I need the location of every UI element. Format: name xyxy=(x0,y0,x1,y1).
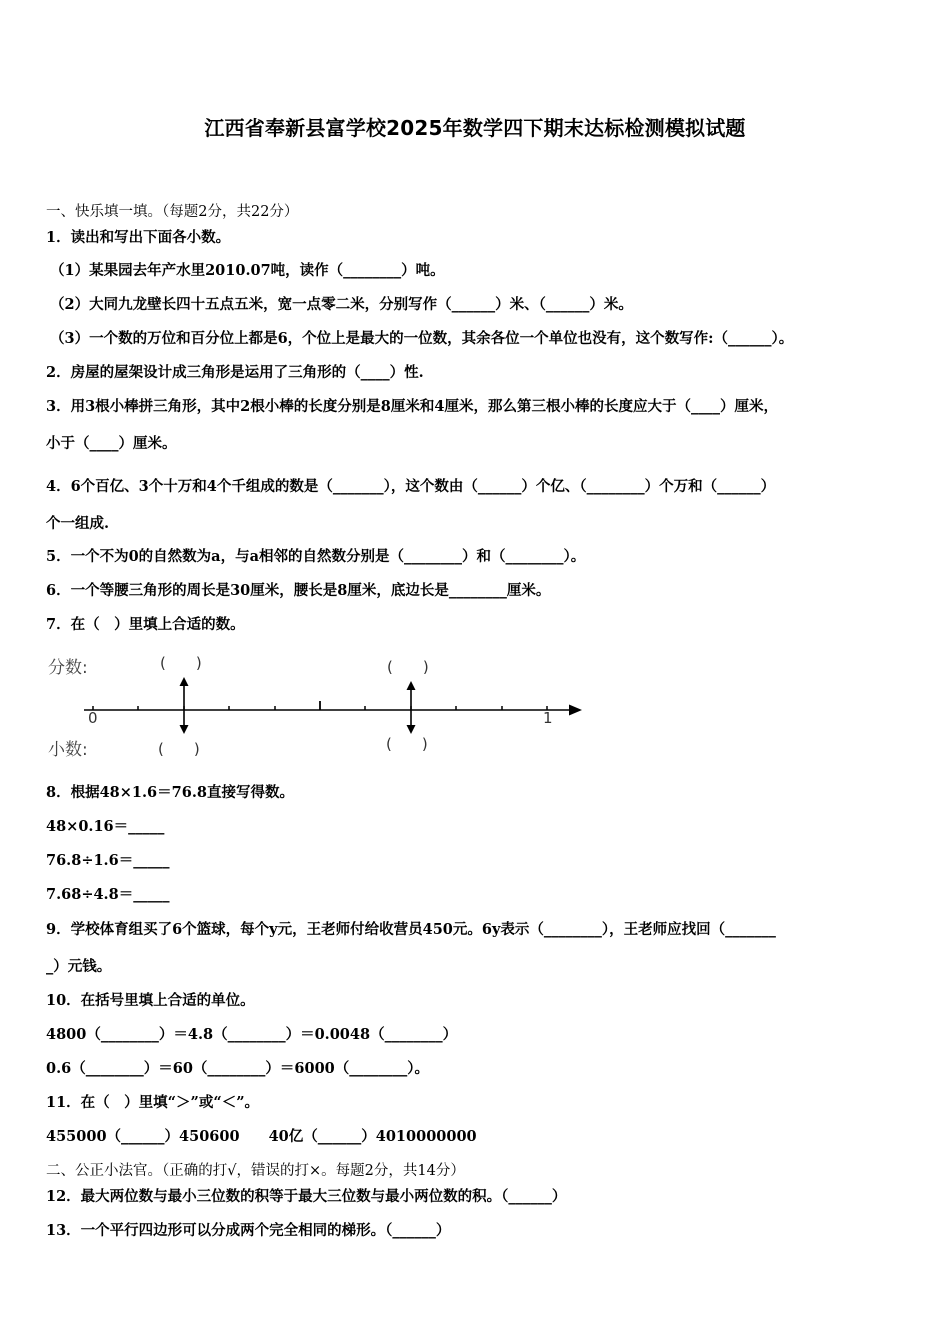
question-10-row-1: 4800（________）＝4.8（________）＝0.0048（________） xyxy=(46,1026,458,1043)
pointer-2-down-arrow xyxy=(407,725,416,734)
pointer-1-down-arrow xyxy=(180,725,189,734)
question-8: 8．根据48×1.6＝76.8直接写得数。 xyxy=(46,784,294,801)
decimal-blank-1: ( ) xyxy=(158,740,200,758)
fraction-blank-2: ( ) xyxy=(387,658,429,676)
question-3-line-2: 小于（____）厘米。 xyxy=(46,435,177,452)
axis-ticks xyxy=(93,701,547,710)
fraction-blank-1: ( ) xyxy=(160,654,202,672)
pointer-2-up-arrow xyxy=(407,681,416,690)
question-13: 13．一个平行四边形可以分成两个完全相同的梯形。（______） xyxy=(46,1222,451,1239)
question-1-part-3: （3）一个数的万位和百分位上都是6，个位上是最大的一位数，其余各位一个单位也没有，这个数写作:（______）。 xyxy=(50,330,794,347)
pointer-1-up-arrow xyxy=(180,677,189,686)
exam-title: 江西省奉新县富学校2025年数学四下期末达标检测模拟试题 xyxy=(204,116,746,140)
question-12: 12．最大两位数与最小三位数的积等于最大三位数与最小两位数的积。（______） xyxy=(46,1188,567,1205)
question-11-items: 455000（______）450600 40亿（______）4010000000 xyxy=(46,1128,477,1145)
section-2-heading: 二、公正小法官。（正确的打√，错误的打×。每题2分，共14分） xyxy=(46,1163,465,1179)
question-1-part-2: （2）大同九龙壁长四十五点五米，宽一点零二米，分别写作（______）米、（______）米。 xyxy=(50,296,633,313)
question-8-item-2: 76.8÷1.6＝_____ xyxy=(46,852,170,869)
fraction-label: 分数: xyxy=(48,658,88,678)
question-10: 10．在括号里填上合适的单位。 xyxy=(46,992,255,1009)
question-2: 2．房屋的屋架设计成三角形是运用了三角形的（____）性. xyxy=(46,364,424,381)
question-7: 7．在（ ）里填上合适的数。 xyxy=(46,616,245,633)
question-11: 11．在（ ）里填“＞”或“＜”。 xyxy=(46,1094,260,1111)
axis-label-one: 1 xyxy=(543,709,553,727)
section-1-heading: 一、快乐填一填。（每题2分，共22分） xyxy=(46,204,299,220)
axis-arrowhead xyxy=(569,705,582,716)
number-line-figure xyxy=(46,648,586,760)
question-8-item-3: 7.68÷4.8＝_____ xyxy=(46,886,170,903)
question-10-row-2: 0.6（________）＝60（________）＝6000（________）。 xyxy=(46,1060,430,1077)
question-6: 6．一个等腰三角形的周长是30厘米，腰长是8厘米，底边长是________厘米。 xyxy=(46,582,551,599)
decimal-blank-2: ( ) xyxy=(386,735,428,753)
axis-label-zero: 0 xyxy=(88,709,98,727)
question-1-part-1: （1）某果园去年产水里2010.07吨，读作（________）吨。 xyxy=(50,262,445,279)
decimal-label: 小数: xyxy=(48,740,88,760)
question-1: 1．读出和写出下面各小数。 xyxy=(46,229,231,246)
question-5: 5．一个不为0的自然数为a，与a相邻的自然数分别是（________）和（________）。 xyxy=(46,548,586,565)
question-9-line-1: 9．学校体育组买了6个篮球，每个y元，王老师付给收营员450元。6y表示（________），王老师应找回（_______ xyxy=(46,921,776,938)
question-4-line-2: 个一组成. xyxy=(46,515,110,532)
question-8-item-1: 48×0.16＝_____ xyxy=(46,818,165,835)
question-4-line-1: 4．6个百亿、3个十万和4个千组成的数是（_______），这个数由（______）个亿、（________）个万和（______） xyxy=(46,478,776,495)
question-9-line-2: _）元钱。 xyxy=(46,958,112,975)
question-3-line-1: 3．用3根小棒拼三角形，其中2根小棒的长度分别是8厘米和4厘米，那么第三根小棒的长度应大于（____）厘米， xyxy=(46,398,778,415)
